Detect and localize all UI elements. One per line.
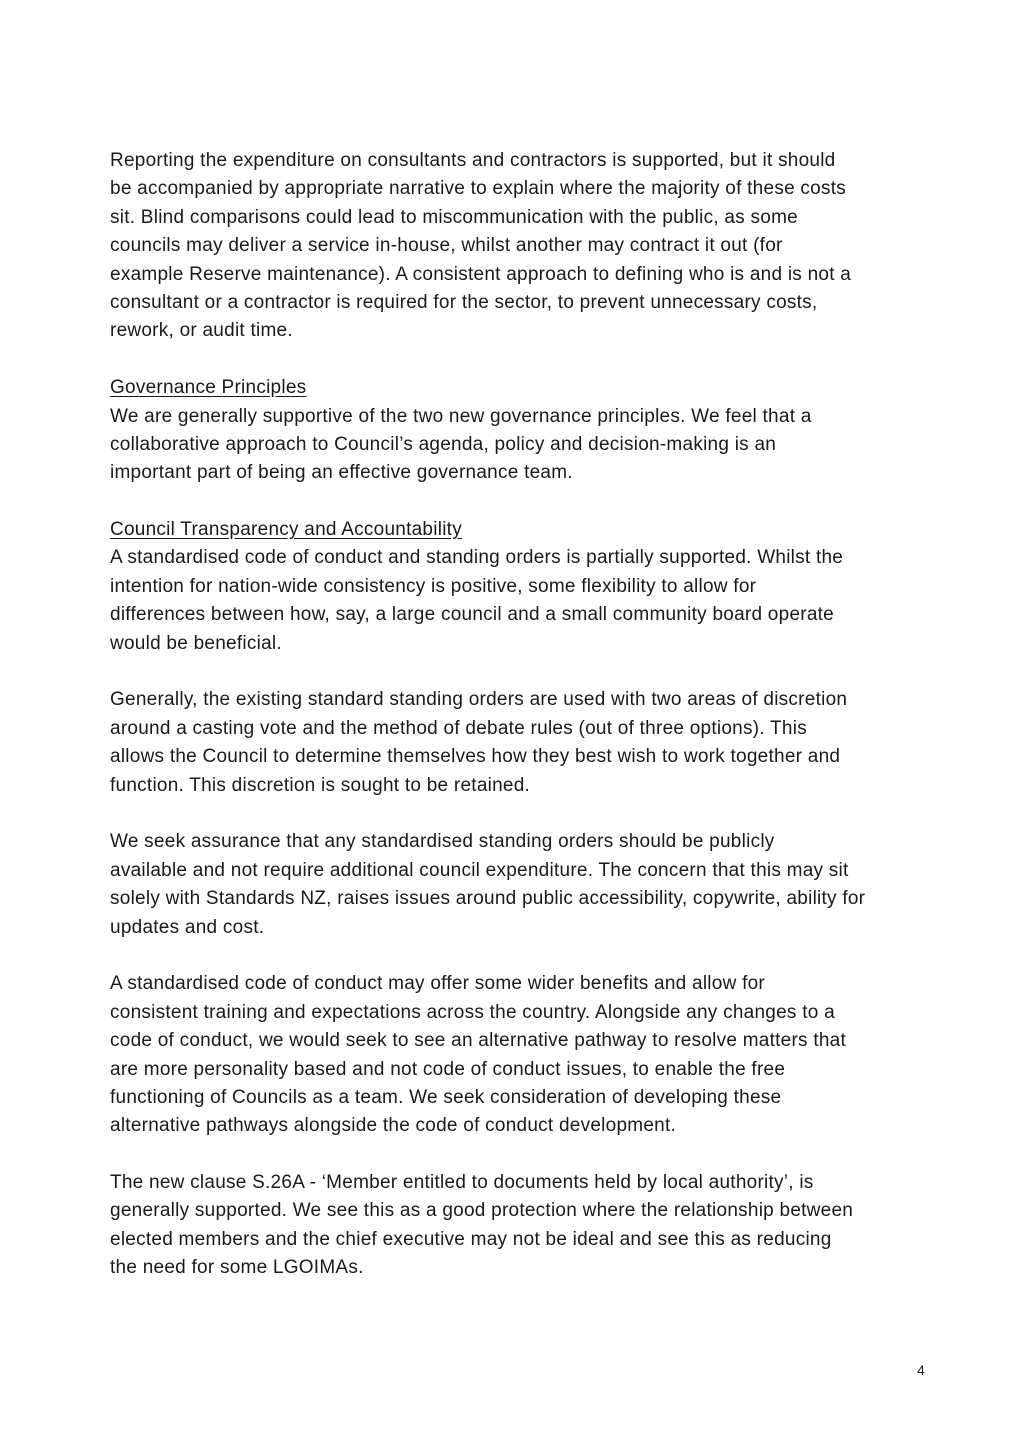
text-line: elected members and the chief executive may not be ideal and see this as reducing [110, 1228, 832, 1250]
paragraph-gap [110, 942, 940, 970]
line [110, 743, 940, 771]
line [110, 374, 940, 402]
section-heading [110, 374, 940, 402]
text-line: sit. Blind comparisons could lead to miscommunication with the public, as some [110, 206, 798, 228]
heading-text: Governance Principles [110, 377, 307, 399]
text-line: alternative pathways alongside the code of conduct development. [110, 1115, 677, 1137]
line [110, 1254, 940, 1282]
line [110, 261, 940, 289]
line [110, 403, 940, 431]
line [110, 1056, 940, 1084]
text-line: the need for some LGOIMAs. [110, 1257, 364, 1279]
paragraph [110, 147, 940, 346]
line [110, 1169, 940, 1197]
line [110, 1112, 940, 1140]
line [110, 459, 940, 487]
text-line: allows the Council to determine themselves how they best wish to work together and [110, 746, 841, 768]
line [110, 828, 940, 856]
line [110, 970, 940, 998]
text-line: We are generally supportive of the two new governance principles. We feel that a [110, 405, 812, 427]
text-line: function. This discretion is sought to be retained. [110, 774, 531, 796]
text-line: A standardised code of conduct and standing orders is partially supported. Whilst the [110, 547, 844, 569]
text-line: Reporting the expenditure on consultants and contractors is supported, but it should [110, 150, 836, 171]
paragraph [110, 686, 940, 800]
line [110, 772, 940, 800]
text-line: We seek assurance that any standardised standing orders should be publicly [110, 831, 775, 853]
line [110, 1197, 940, 1225]
paragraph-gap [110, 346, 940, 374]
line [110, 999, 940, 1027]
text-line: consultant or a contractor is required for the sector, to prevent unnecessary costs, [110, 291, 818, 313]
line [110, 147, 940, 175]
paragraph-gap [110, 800, 940, 828]
line [110, 630, 940, 658]
text-line: example Reserve maintenance). A consistent approach to defining who is and is not a [110, 263, 852, 285]
text-line: around a casting vote and the method of debate rules (out of three options). This [110, 717, 807, 739]
text-line: The new clause S.26A - ‘Member entitled to documents held by local authority’, is [110, 1172, 814, 1194]
text-line: intention for nation-wide consistency is positive, some flexibility to allow for [110, 575, 757, 597]
paragraph-gap [110, 1141, 940, 1169]
paragraph [110, 1169, 940, 1283]
paragraph [110, 544, 940, 658]
line [110, 431, 940, 459]
document-body [110, 147, 940, 1283]
text-line: important part of being an effective governance team. [110, 462, 573, 484]
line [110, 544, 940, 572]
line [110, 686, 940, 714]
page-number: 4 [917, 1362, 925, 1378]
text-line: updates and cost. [110, 916, 265, 938]
heading-text: Council Transparency and Accountability [110, 519, 462, 541]
text-line: differences between how, say, a large council and a small community board operate [110, 604, 835, 626]
line [110, 1084, 940, 1112]
line [110, 885, 940, 913]
line [110, 204, 940, 232]
paragraph [110, 828, 940, 942]
text-line: code of conduct, we would seek to see an alternative pathway to resolve matters that [110, 1030, 847, 1052]
text-line: collaborative approach to Council’s agenda, policy and decision-making is an [110, 433, 777, 455]
text-line: A standardised code of conduct may offer some wider benefits and allow for [110, 973, 766, 995]
paragraph [110, 403, 940, 488]
text-line: rework, or audit time. [110, 320, 293, 342]
text-line: solely with Standards NZ, raises issues around public accessibility, copywrite, ability for [110, 888, 866, 910]
section-heading [110, 516, 940, 544]
line [110, 317, 940, 345]
line [110, 1226, 940, 1254]
text-line: available and not require additional council expenditure. The concern that this may sit [110, 859, 849, 881]
paragraph [110, 970, 940, 1140]
text-line: be accompanied by appropriate narrative to explain where the majority of these costs [110, 178, 847, 200]
line [110, 857, 940, 885]
text-line: councils may deliver a service in-house, whilst another may contract it out (for [110, 235, 783, 257]
line [110, 914, 940, 942]
paragraph-gap [110, 488, 940, 516]
text-line: functioning of Councils as a team. We seek consideration of developing these [110, 1086, 782, 1108]
line [110, 573, 940, 601]
line [110, 232, 940, 260]
line [110, 175, 940, 203]
line [110, 715, 940, 743]
text-line: would be beneficial. [110, 632, 282, 654]
paragraph-gap [110, 658, 940, 686]
line [110, 289, 940, 317]
line [110, 601, 940, 629]
line [110, 516, 940, 544]
text-line: generally supported. We see this as a good protection where the relationship between [110, 1200, 854, 1222]
text-line: are more personality based and not code of conduct issues, to enable the free [110, 1058, 786, 1080]
text-line: consistent training and expectations across the country. Alongside any changes to a [110, 1001, 835, 1023]
text-line: Generally, the existing standard standing orders are used with two areas of discretion [110, 689, 848, 711]
line [110, 1027, 940, 1055]
